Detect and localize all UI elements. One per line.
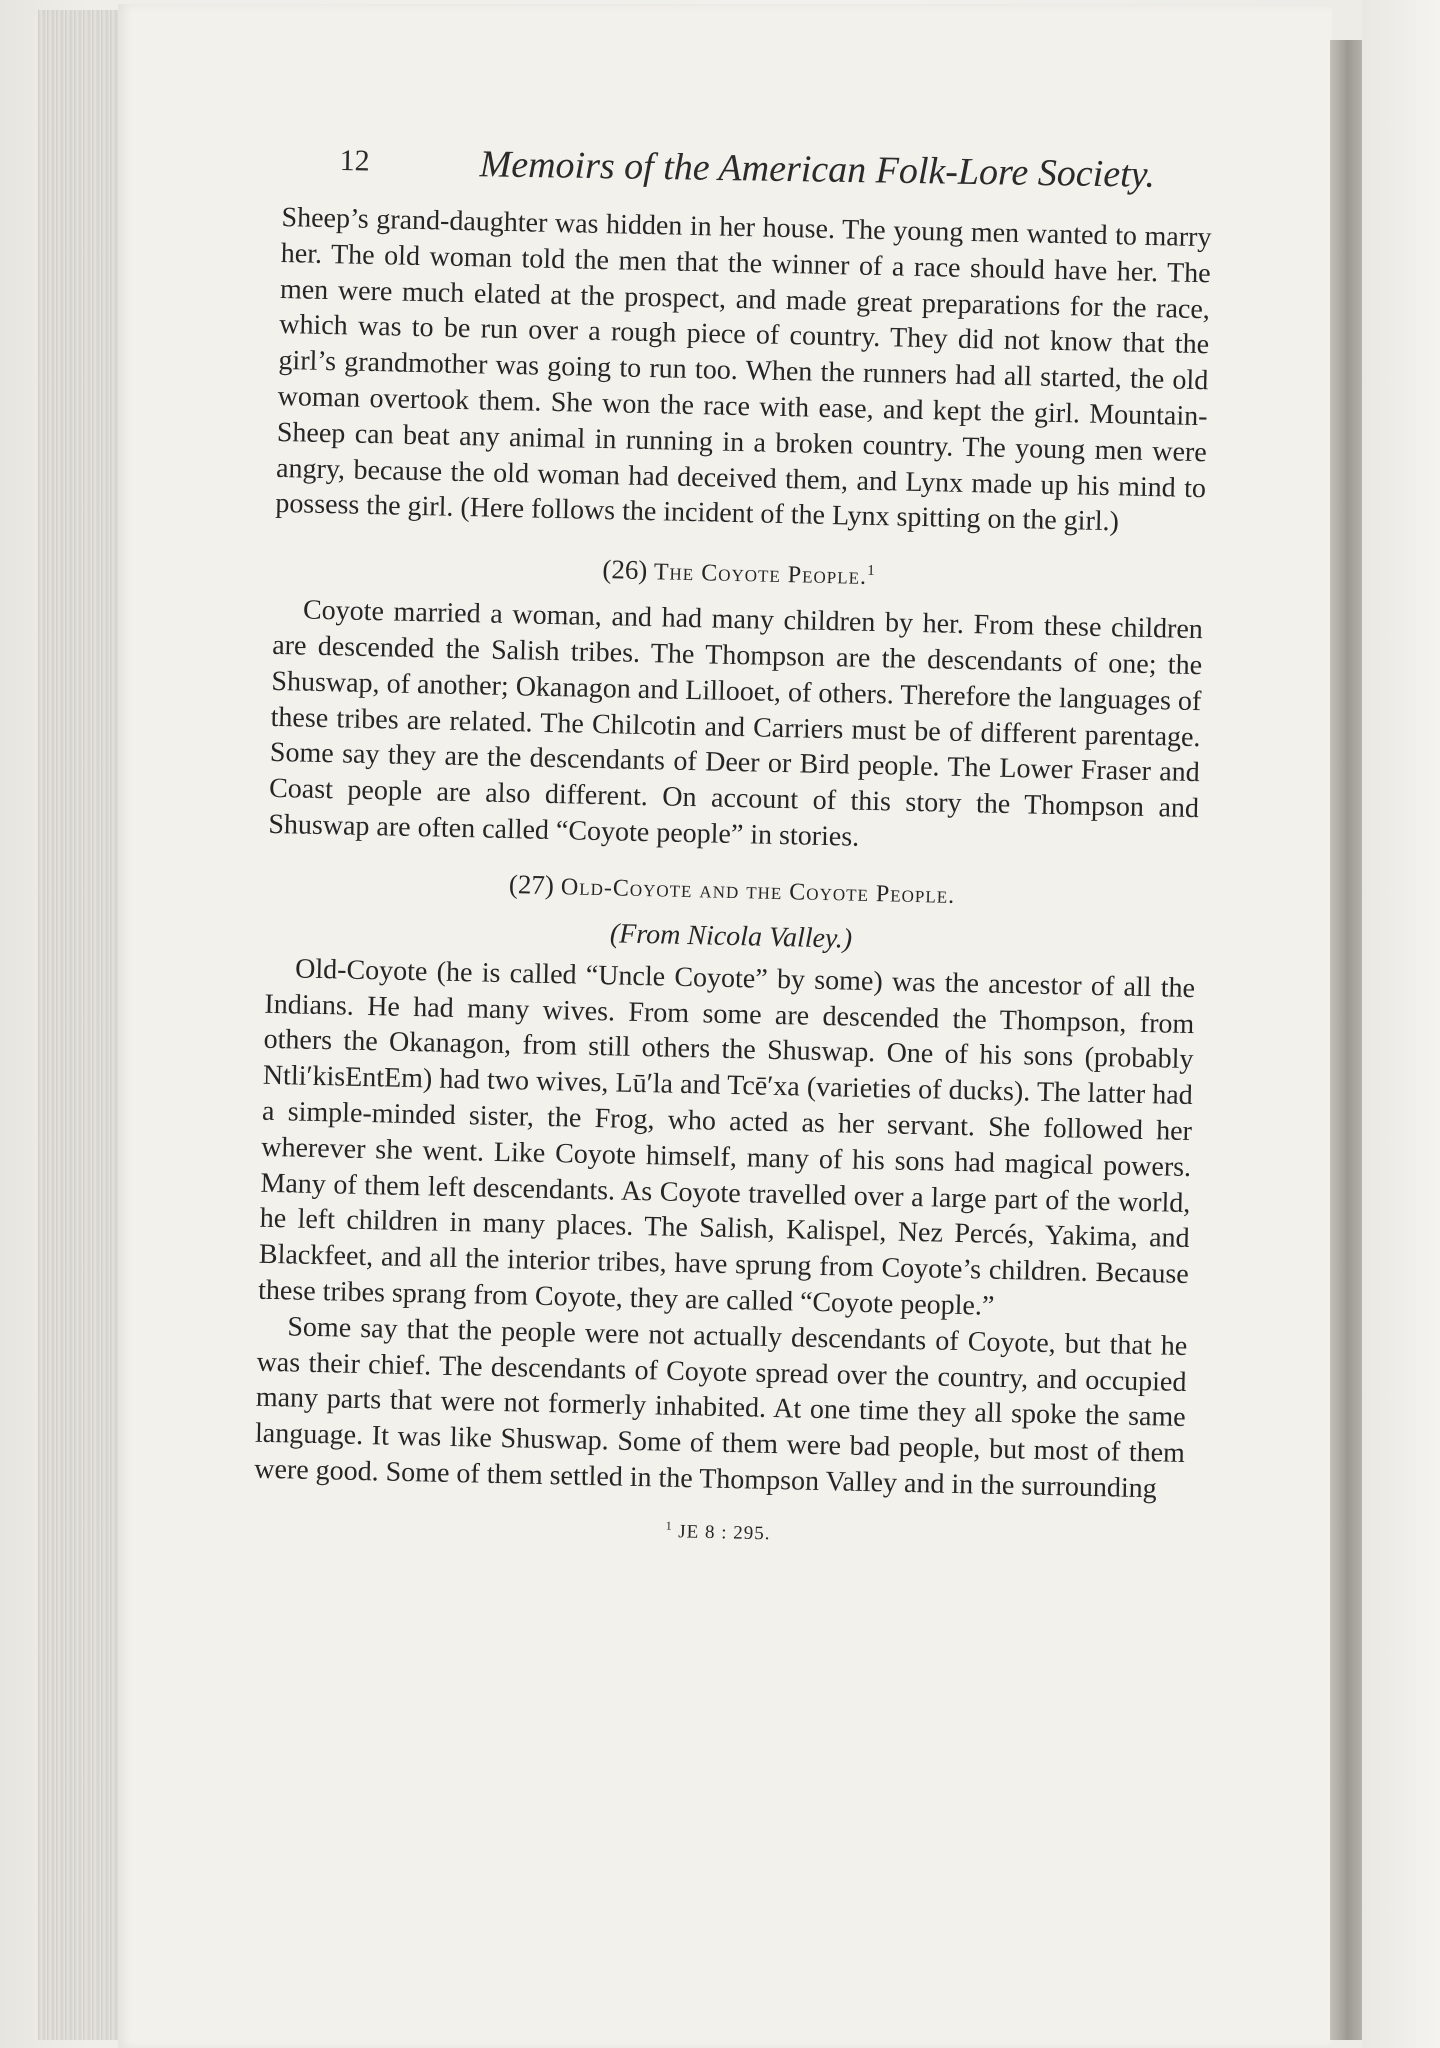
facing-page-strip (1362, 0, 1440, 2048)
footnote-mark: 1 (665, 1518, 673, 1533)
paragraph-sheep-race: Sheep’s grand-daughter was hidden in her house. The young men wanted to marry her. The old woman told the men that the winner of a race should have her. The men were much elated at the prospect, and made great preparations for the race, which was to be run over a rough piece of country. They did not know that the girl’s grandmother was going to run too. When the runners had all started, the old woman overtook them. She won the race with ease, and kept the girl. Mountain-Sheep can beat any animal in running in a broken country. The young men were angry, because the old woman had deceived them, and Lynx made up his mind to possess the girl. (Here follows the incident of the Lynx spitting on the girl.) (275, 201, 1212, 538)
section-subtitle: (From Nicola Valley.) (609, 918, 853, 955)
page-edge-stack (38, 10, 122, 2040)
paragraph-old-coyote: Old-Coyote (he is called “Uncle Coyote” by some) was the ancestor of all the Indians. He had many wives. From some are descended the Thompson, from others the Okanagon, from still others the Shuswap. One of his sons (probably Ntli′kisEntEm) had two wives, Lū′la and Tcē′xa (varieties of ducks). The latter had a simple-minded sister, the Frog, who acted as her servant. She followed her wherever she went. Like Coyote himself, many of his sons had magical powers. Many of them left descendants. As Coyote travelled over a large part of the world, he left children in many places. The Salish, Kalispel, Nez Percés, Yakima, and Blackfeet, and all the interior tribes, have sprung from Coyote’s children. Because these tribes sprang from Coyote, they are called “Coyote people.” (257, 953, 1196, 1322)
paragraph-coyote-people: Coyote married a woman, and had many children by her. From these children are descended the Salish tribes. The Thompson are the descendants of one; the Shuswap, of another; Okanagon and Lillooet, of others. Therefore the languages of these tribes are related. The Chilcotin and Carriers must be of different parentage. Some say they are the descendants of Deer or Bird people. The Lower Fraser and Coast people are also different. On account of this story the Thompson and Shuswap are often called “Coyote people” in stories. (268, 594, 1204, 853)
section-title: Old-Coyote and the Coyote People. (560, 874, 956, 909)
running-header (339, 140, 1156, 212)
section-number: (26) (602, 554, 648, 586)
footnote-text: JE 8 : 295. (678, 1520, 771, 1545)
spine-shadow (1330, 40, 1362, 2040)
section-heading-26 (274, 540, 1205, 602)
running-title: Memoirs of the American Folk-Lore Society. (479, 143, 1156, 196)
body-text (253, 200, 1212, 1556)
section-title: The Coyote People. (653, 559, 868, 591)
section-heading-27 (267, 861, 1198, 919)
section-number: (27) (508, 868, 555, 900)
paragraph-descendants: Some say that the people were not actually descendants of Coyote, but that he was their chief. The descendants of Coyote spread over the country, and occupied many parts that were not formerly inhabited. At one time they all spoke the same language. It was like Shuswap. Some of them were bad people, but most of them were good. Some of them settled in the Thompson Valley and in the surrounding (253, 1311, 1188, 1505)
page-number: 12 (339, 143, 370, 178)
footnote-reference: 1 (866, 563, 876, 580)
